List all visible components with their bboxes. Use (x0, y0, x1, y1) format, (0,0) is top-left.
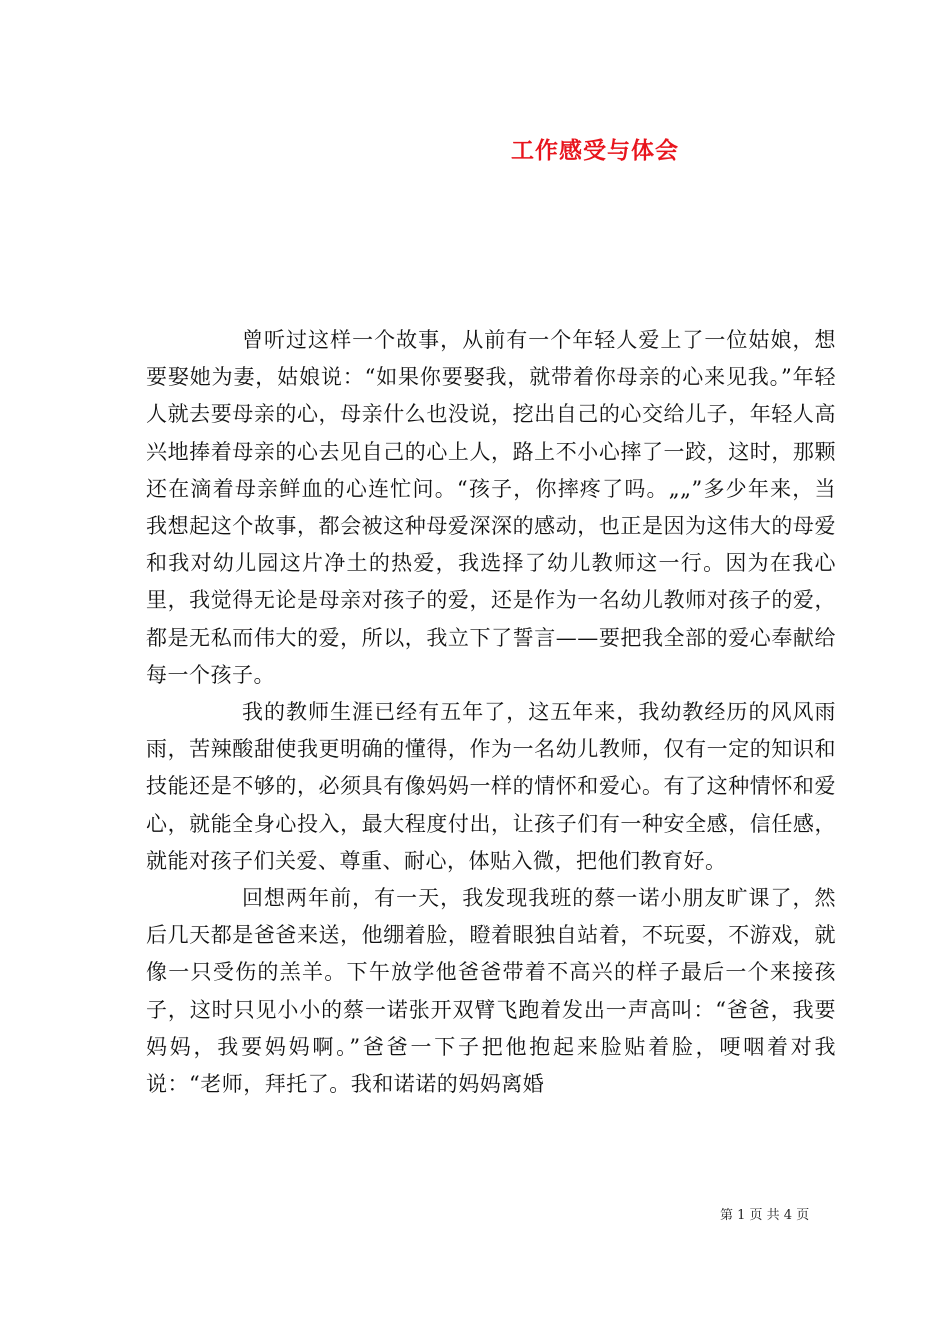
page-number-footer: 第 1 页 共 4 页 (720, 1208, 810, 1223)
paragraph: 回想两年前，有一天，我发现我班的蔡一诺小朋友旷课了，然后几天都是爸爸来送，他绷着脸，瞪着眼独自站着，不玩耍，不游戏，就像一只受伤的羔羊。下午放学他爸爸带着不高兴的样子最后一个来接孩子，这时只见小小的蔡一诺张开双臂飞跑着发出一声高叫：“爸爸，我要妈妈，我要妈妈啊。”爸爸一下子把他抱起来脸贴着脸，哽咽着对我说：“老师，拜托了。我和诺诺的妈妈离婚 (146, 886, 836, 1097)
document-title: 工作感受与体会 (511, 137, 679, 164)
paragraph: 我的教师生涯已经有五年了，这五年来，我幼教经历的风风雨雨，苦辣酸甜使我更明确的懂得，作为一名幼儿教师，仅有一定的知识和技能还是不够的，必须具有像妈妈一样的情怀和爱心。有了这种情怀和爱心，就能全身心投入，最大程度付出，让孩子们有一种安全感，信任感，就能对孩子们关爱、尊重、耐心，体贴入微，把他们教育好。 (146, 700, 836, 873)
paragraph: 曾听过这样一个故事，从前有一个年轻人爱上了一位姑娘，想要娶她为妻，姑娘说：“如果你要娶我，就带着你母亲的心来见我。”年轻人就去要母亲的心，母亲什么也没说，挖出自己的心交给儿子，年轻人高兴地捧着母亲的心去见自己的心上人，路上不小心摔了一跤，这时，那颗还在滴着母亲鲜血的心连忙问。“孩子，你摔疼了吗。„„”多少年来，当我想起这个故事，都会被这种母爱深深的感动，也正是因为这伟大的母爱和我对幼儿园这片净土的热爱，我选择了幼儿教师这一行。因为在我心里，我觉得无论是母亲对孩子的爱，还是作为一名幼儿教师对孩子的爱，都是无私而伟大的爱，所以，我立下了誓言——要把我全部的爱心奉献给每一个孩子。 (146, 328, 836, 687)
document-body (146, 322, 836, 1103)
